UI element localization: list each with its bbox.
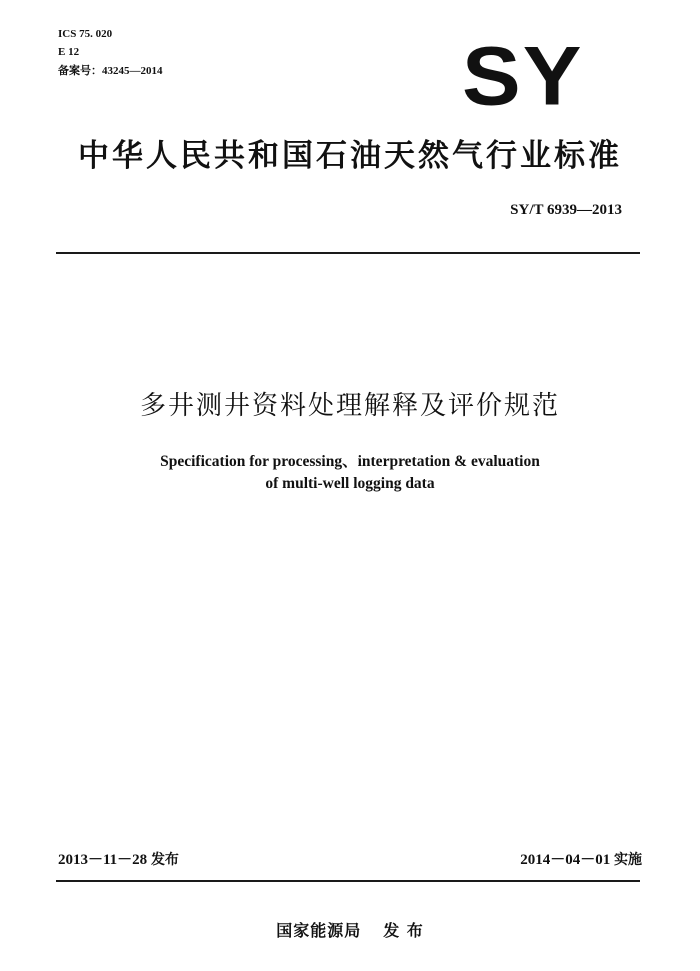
issuer-action: 发 布 [383,921,424,940]
implement-date [520,848,642,869]
record-value: 43245—2014 [102,65,163,77]
classification-code: E 12 [58,46,80,58]
issuer-name: 国家能源局 [276,921,362,940]
top-divider [56,252,640,254]
standard-type-heading: 中华人民共和国石油天然气行业标准 [78,138,622,174]
issue-date-label: 发布 [150,852,179,868]
issue-date-value: 2013－11－28 [58,852,148,868]
issuer-line [0,918,700,941]
record-number [58,64,163,78]
standard-code: SY/T 6939—2013 [510,202,622,218]
record-label: 备案号： [58,64,102,77]
implement-date-value: 2014－04－01 [520,852,611,868]
bottom-divider [56,880,640,882]
sy-logo: SY [462,28,584,123]
implement-date-label: 实施 [614,852,642,868]
issue-date [58,848,179,869]
document-title-chinese: 多井测井资料处理解释及评价规范 [139,391,560,421]
document-title-english-line1: Specification for processing、interpretation & evaluation [160,453,540,470]
document-title-english-line2: of multi-well logging data [265,475,435,492]
ics-code: ICS 75. 020 [58,28,113,40]
